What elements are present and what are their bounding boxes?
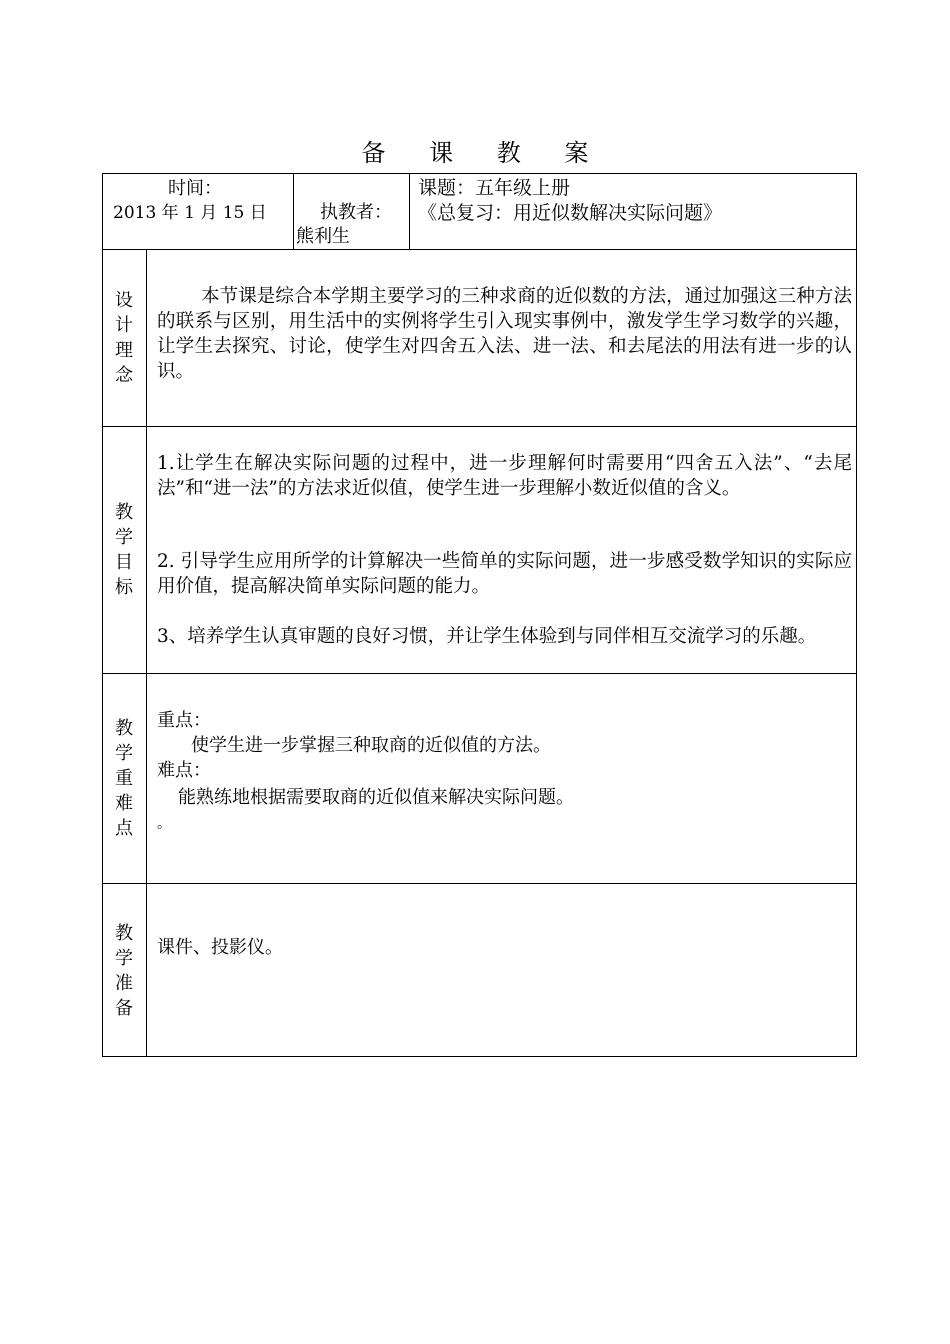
- date-value: 2013 年 1 月 15 日: [113, 203, 267, 223]
- divider: [293, 173, 294, 249]
- difficulty-label: 难点：: [157, 760, 211, 781]
- divider: [102, 883, 857, 884]
- key-point-text: 使学生进一步掌握三种取商的近似值的方法。: [191, 735, 551, 756]
- topic-line-2: 《总复习：用近似数解决实际问题》: [418, 202, 723, 224]
- divider: [146, 249, 147, 1057]
- section-label-goals: 教 学 目 标: [115, 502, 133, 598]
- key-point-label: 重点：: [157, 710, 211, 731]
- page-title: 备 课 教 案: [361, 139, 607, 167]
- topic-line-1: 课题：五年级上册: [418, 177, 571, 199]
- goal-item-1: 1.让学生在解决实际问题的过程中，进一步理解何时需要用“四舍五入法”、“去尾法”和“进一法”的方法求近似值，使学生进一步理解小数近似值的含义。: [157, 453, 852, 499]
- teacher-label: 执教者：: [320, 202, 392, 223]
- preparation-text: 课件、投影仪。: [157, 937, 283, 958]
- time-label: 时间：: [168, 178, 222, 199]
- difficulty-text: 能熟练地根据需要取商的近似值来解决实际问题。: [178, 787, 574, 808]
- trailing-mark: 。: [157, 816, 171, 832]
- divider: [102, 673, 857, 674]
- section-label-design: 设 计 理 念: [115, 290, 133, 386]
- design-concept-text: 本节课是综合本学期主要学习的三种求商的近似数的方法，通过加强这三种方法的联系与区别，用生活中的实例将学生引入现实事例中，激发学生学习数学的兴趣，让学生去探究、讨论，使学生对四舍五入法、进一法、和去尾法的用法有进一步的认识。: [157, 286, 852, 382]
- goal-item-3: 3、培养学生认真审题的良好习惯，并让学生体验到与同伴相互交流学习的乐趣。: [157, 626, 817, 647]
- section-label-preparation: 教 学 准 备: [115, 923, 133, 1019]
- divider: [102, 426, 857, 427]
- divider: [409, 173, 410, 249]
- teacher-name: 熊利生: [296, 226, 350, 247]
- divider: [102, 249, 857, 250]
- section-label-key-points: 教 学 重 难 点: [115, 718, 133, 839]
- goal-item-2: 2. 引导学生应用所学的计算解决一些简单的实际问题，进一步感受数学知识的实际应用价值，提高解决简单实际问题的能力。: [157, 551, 852, 597]
